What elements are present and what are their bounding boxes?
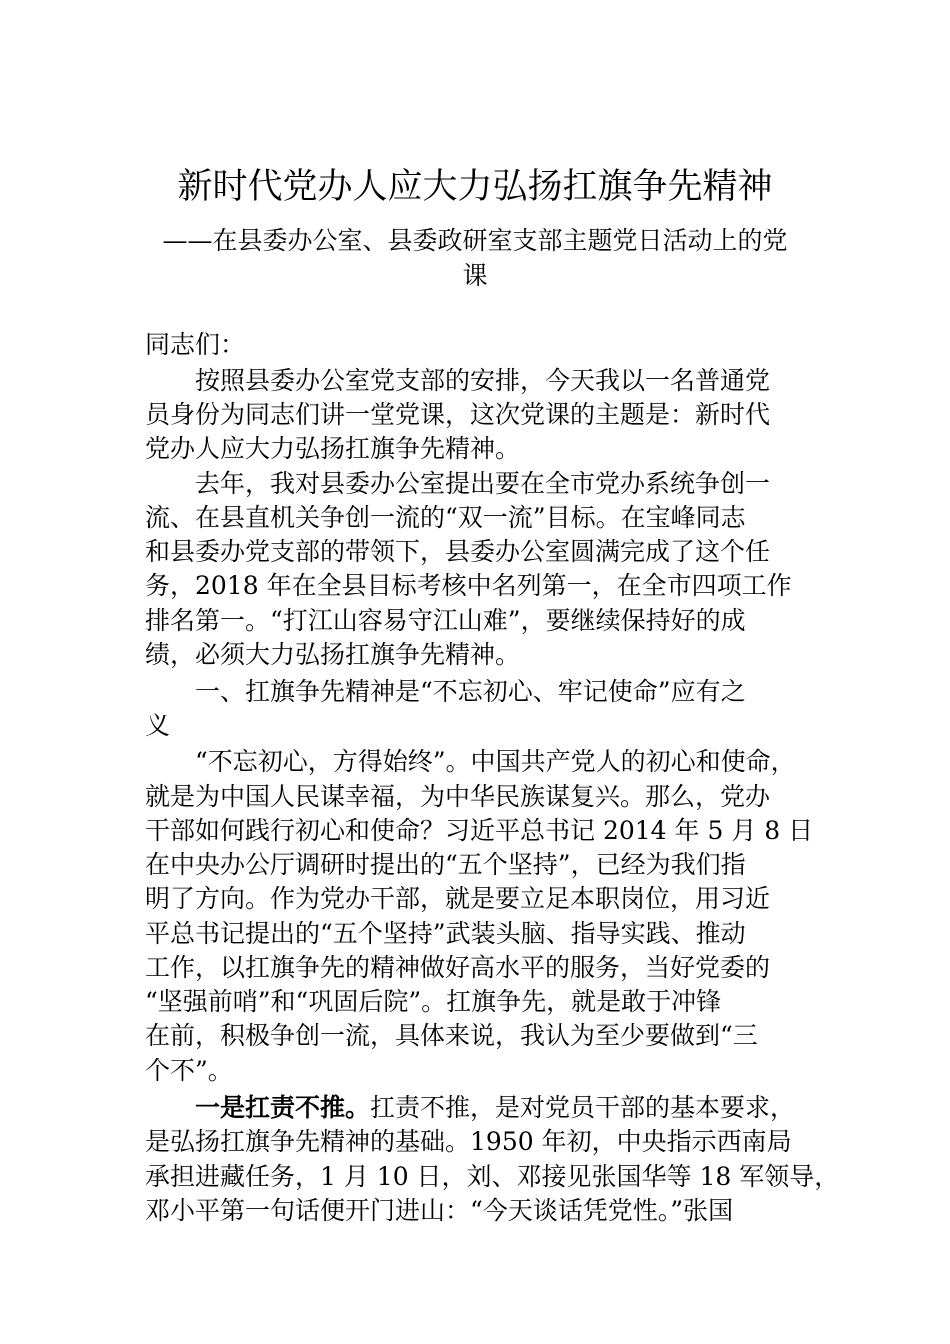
body-line: 工作，以扛旗争先的精神做好高水平的服务，当好党委的 bbox=[145, 953, 771, 982]
point-one-line bbox=[195, 1090, 795, 1126]
document-subtitle-line-1: ——在县委办公室、县委政研室支部主题党日活动上的党 bbox=[162, 226, 788, 255]
point-one-text: 扛责不推，是对党员干部的基本要求， bbox=[370, 1093, 796, 1122]
body-line: “坚强前哨”和“巩固后院”。扛旗争先，就是敢于冲锋 bbox=[145, 987, 722, 1016]
body-line: 排名第一。“打江山容易守江山难”，要继续保持好的成 bbox=[145, 606, 746, 635]
body-line: 明了方向。作为党办干部，就是要立足本职岗位，用习近 bbox=[145, 884, 771, 913]
body-line: 按照县委办公室党支部的安排，今天我以一名普通党 bbox=[195, 366, 771, 395]
body-line: 员身份为同志们讲一堂党课，这次党课的主题是：新时代 bbox=[145, 400, 771, 429]
body-line: 承担进藏任务，1 月 10 日，刘、邓接见张国华等 18 军领导， bbox=[145, 1162, 840, 1191]
document-subtitle-line-2: 课 bbox=[462, 261, 488, 290]
point-one-heading: 一是扛责不推。 bbox=[195, 1093, 371, 1122]
body-line: 邓小平第一句话便开门进山：“今天谈话凭党性。”张国 bbox=[145, 1196, 734, 1225]
body-line: 个不”。 bbox=[145, 1056, 233, 1085]
body-line: 是弘扬扛旗争先精神的基础。1950 年初，中央指示西南局 bbox=[145, 1127, 792, 1156]
body-line: 就是为中国人民谋幸福，为中华民族谋复兴。那么，党办 bbox=[145, 782, 771, 811]
body-line: 在前，积极争创一流，具体来说，我认为至少要做到“三 bbox=[145, 1021, 758, 1050]
body-line: 务，2018 年在全县目标考核中名列第一，在全市四项工作 bbox=[145, 571, 792, 600]
body-line: 流、在县直机关争创一流的“双一流”目标。在宝峰同志 bbox=[145, 503, 746, 532]
body-line: 绩，必须大力弘扬扛旗争先精神。 bbox=[145, 640, 521, 669]
body-line: 党办人应大力弘扬扛旗争先精神。 bbox=[145, 434, 521, 463]
body-line: 去年，我对县委办公室提出要在全市党办系统争创一 bbox=[195, 469, 771, 498]
body-line: “不忘初心，方得始终”。中国共产党人的初心和使命， bbox=[195, 747, 796, 776]
section-heading-line: 一、扛旗争先精神是“不忘初心、牢记使命”应有之 bbox=[195, 677, 746, 706]
document-title: 新时代党办人应大力弘扬扛旗争先精神 bbox=[177, 167, 773, 207]
body-line: 平总书记提出的“五个坚持”武装头脑、指导实践、推动 bbox=[145, 919, 746, 948]
salutation: 同志们： bbox=[145, 330, 246, 359]
body-line: 在中央办公厅调研时提出的“五个坚持”，已经为我们指 bbox=[145, 850, 746, 879]
body-line: 干部如何践行初心和使命？习近平总书记 2014 年 5 月 8 日 bbox=[145, 816, 814, 845]
body-line: 和县委办党支部的带领下，县委办公室圆满完成了这个任 bbox=[145, 537, 771, 566]
section-heading-line: 义 bbox=[145, 711, 171, 740]
